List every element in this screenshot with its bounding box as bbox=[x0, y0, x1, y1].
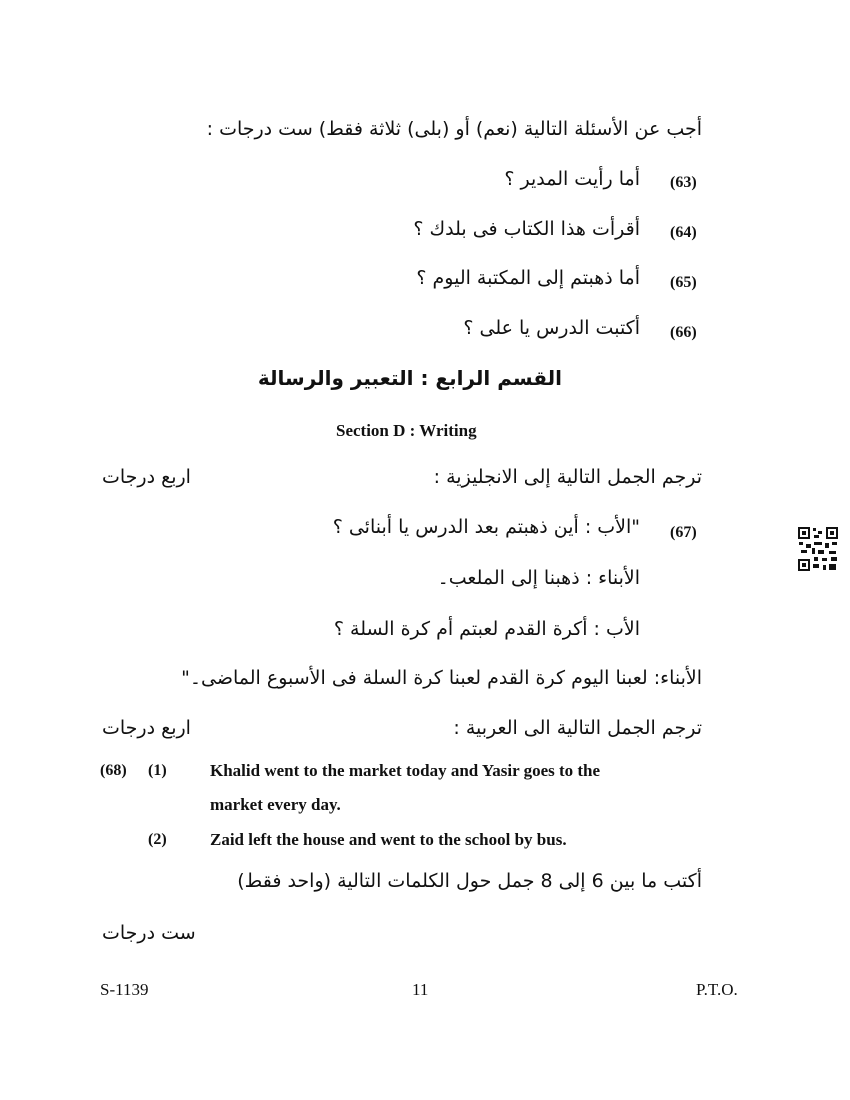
marks-label: ست درجات bbox=[102, 922, 196, 944]
footer-page-number: 11 bbox=[412, 980, 429, 999]
qr-code-icon bbox=[798, 527, 838, 571]
sentence-text: Khalid went to the market today and Yasir goes to the bbox=[210, 761, 601, 780]
question-number: (64) bbox=[670, 224, 697, 241]
question-number: (67) bbox=[670, 524, 697, 541]
question-text: أما رأيت المدير ؟ bbox=[504, 168, 640, 190]
compose-instruction: أكتب ما بين 6 إلى 8 جمل حول الكلمات التالية (واحد فقط) bbox=[237, 870, 702, 892]
question-text: أما ذهبتم إلى المكتبة اليوم ؟ bbox=[416, 267, 640, 289]
section-title-arabic: القسم الرابع : التعبير والرسالة bbox=[257, 366, 562, 390]
section-title-english: Section D : Writing bbox=[336, 421, 477, 440]
question-text: أكتبت الدرس يا على ؟ bbox=[463, 317, 640, 339]
translate-arabic-instruction: ترجم الجمل التالية الى العربية : bbox=[453, 717, 702, 739]
dialogue-line: الأب : أكرة القدم لعبتم أم كرة السلة ؟ bbox=[333, 618, 640, 640]
dialogue-line: "الأب : أين ذهبتم بعد الدرس يا أبنائى ؟ bbox=[332, 516, 640, 538]
dialogue-line: الأبناء: لعبنا اليوم كرة القدم لعبنا كرة السلة فى الأسبوع الماضى۔" bbox=[181, 667, 702, 689]
question-text: أقرأت هذا الكتاب فى بلدك ؟ bbox=[413, 218, 640, 240]
question-number: (66) bbox=[670, 324, 697, 341]
sub-question-number: (1) bbox=[148, 762, 167, 779]
footer-pto: P.T.O. bbox=[696, 980, 738, 999]
sentence-text: market every day. bbox=[210, 795, 341, 814]
instruction-yes-no: أجب عن الأسئلة التالية (نعم) أو (بلى) ثلاثة فقط) ست درجات : bbox=[206, 118, 702, 140]
dialogue-line: الأبناء : ذهبنا إلى الملعب۔ bbox=[437, 567, 640, 589]
marks-label: اربع درجات bbox=[102, 717, 191, 739]
footer-exam-code: S-1139 bbox=[100, 980, 149, 999]
sub-question-number: (2) bbox=[148, 831, 167, 848]
question-number: (65) bbox=[670, 274, 697, 291]
translate-english-instruction: ترجم الجمل التالية إلى الانجليزية : bbox=[433, 466, 702, 488]
question-number: (68) bbox=[100, 762, 127, 779]
marks-label: اربع درجات bbox=[102, 466, 191, 488]
sentence-text: Zaid left the house and went to the school by bus. bbox=[210, 830, 567, 849]
question-number: (63) bbox=[670, 174, 697, 191]
